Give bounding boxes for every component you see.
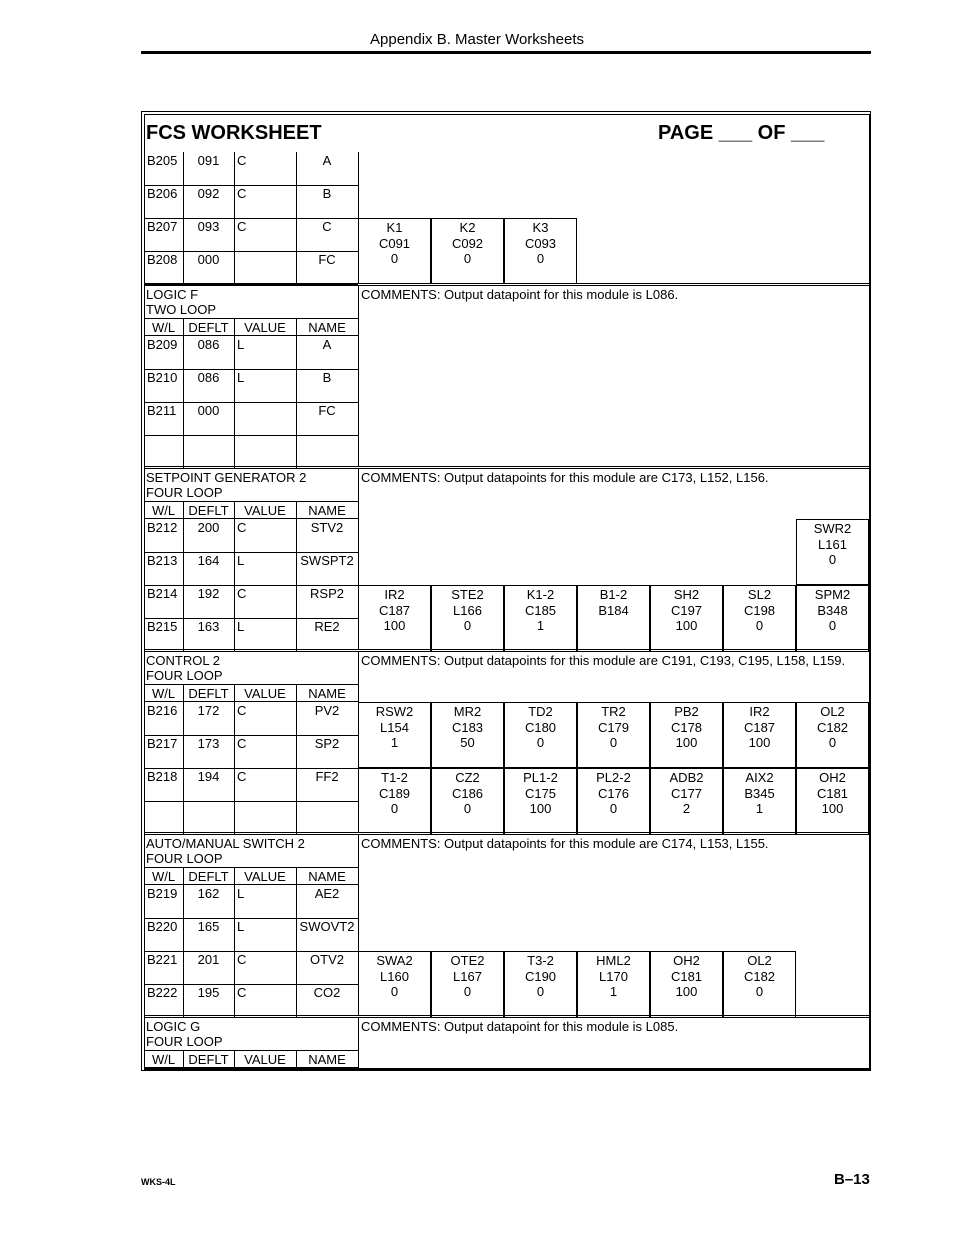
parameter-box-line: B348 <box>817 602 848 618</box>
section-title: LOGIC F <box>146 287 199 302</box>
grid-line-v <box>234 702 235 735</box>
parameter-box-line: B184 <box>598 602 629 618</box>
parameter-box-line: L154 <box>380 719 409 735</box>
grid-line-h <box>144 318 358 319</box>
parameter-box-line: OL2 <box>820 704 845 719</box>
footer-form-code: WKS-4L <box>141 1177 176 1187</box>
parameter-box-line: 100 <box>675 735 698 750</box>
grid-line-h <box>144 801 358 802</box>
grid-line-v <box>296 319 297 335</box>
row-deflt: 163 <box>197 619 220 634</box>
grid-line-v <box>358 1017 359 1068</box>
parameter-box-line: C091 <box>378 235 411 251</box>
section-title: AUTO/MANUAL SWITCH 2 <box>146 836 305 851</box>
parameter-box-line: SWA2 <box>376 953 413 968</box>
parameter-box-line: TR2 <box>601 704 626 719</box>
grid-line-v <box>234 984 235 1017</box>
row-value: C <box>237 703 247 718</box>
row-name: SWSPT2 <box>300 553 354 568</box>
parameter-box-line: K2 <box>459 220 476 235</box>
row-value: L <box>237 919 245 934</box>
row-value: C <box>237 586 247 601</box>
parameter-box-line: 100 <box>383 618 406 633</box>
row-deflt: 086 <box>197 337 220 352</box>
row-value: L <box>237 337 245 352</box>
parameter-box-line: C182 <box>743 968 776 984</box>
page-of-label: PAGE ___ OF ___ <box>658 122 825 144</box>
grid-line-h <box>144 285 869 286</box>
parameter-box-line: 0 <box>536 984 545 999</box>
row-name: FF2 <box>315 769 339 784</box>
parameter-box-line: 0 <box>755 618 764 633</box>
parameter-box-line: PB2 <box>674 704 699 719</box>
row-deflt: 000 <box>197 403 220 418</box>
parameter-box-line: C177 <box>670 785 703 801</box>
grid-line-h <box>144 832 869 833</box>
parameter-box-line: PL1-2 <box>523 770 558 785</box>
parameter-box-line: C183 <box>451 719 484 735</box>
parameter-box-line: MR2 <box>453 704 482 719</box>
row-deflt: 093 <box>197 219 220 234</box>
section-title: FOUR LOOP <box>146 851 223 866</box>
parameter-box-line: SL2 <box>747 587 772 602</box>
grid-line-v <box>358 285 359 467</box>
comments-text: COMMENTS: Output datapoint for this module is L085. <box>361 1019 679 1034</box>
parameter-box-line: 0 <box>609 735 618 750</box>
column-header-deflt: DEFLT <box>188 1052 229 1067</box>
comments-text: COMMENTS: Output datapoints for this module are C173, L152, L156. <box>361 470 769 485</box>
parameter-box-line: IR2 <box>384 587 405 602</box>
parameter-box-line: C197 <box>670 602 703 618</box>
grid-line-h <box>144 435 358 436</box>
row-wl: B217 <box>147 736 178 751</box>
grid-line-v <box>234 1051 235 1067</box>
parameter-box-line: 1 <box>609 984 618 999</box>
parameter-box-line: 0 <box>463 984 472 999</box>
column-header-deflt: DEFLT <box>188 320 229 335</box>
column-header-name: NAME <box>308 686 346 701</box>
parameter-box-line: 0 <box>463 801 472 816</box>
parameter-box-line: L167 <box>453 968 482 984</box>
parameter-box-line: 0 <box>609 801 618 816</box>
grid-line-h <box>144 649 869 650</box>
grid-line-v <box>296 801 297 834</box>
row-deflt: 000 <box>197 252 220 267</box>
grid-line-v <box>234 336 235 369</box>
parameter-box-line: 1 <box>390 735 399 750</box>
row-wl: B208 <box>147 252 178 267</box>
grid-line-h <box>144 335 358 336</box>
row-wl: B211 <box>147 403 177 418</box>
row-name: OTV2 <box>310 952 344 967</box>
row-deflt: 091 <box>197 153 220 168</box>
parameter-box-line: C176 <box>597 785 630 801</box>
parameter-box-line: 0 <box>828 552 837 567</box>
column-header-wl: W/L <box>151 686 176 701</box>
grid-line-v <box>234 735 235 768</box>
row-name: AE2 <box>314 886 340 901</box>
parameter-box-line: T1-2 <box>381 770 408 785</box>
row-value: L <box>237 370 245 385</box>
row-wl: B212 <box>147 520 178 535</box>
row-wl: B206 <box>147 186 178 201</box>
parameter-box-line: L166 <box>453 602 482 618</box>
section-title: SETPOINT GENERATOR 2 <box>146 470 307 485</box>
parameter-box-line: C175 <box>524 785 557 801</box>
row-value: C <box>237 520 247 535</box>
grid-line-h <box>144 651 869 652</box>
row-wl: B210 <box>147 370 178 385</box>
parameter-box-line: STE2 <box>451 587 484 602</box>
parameter-box-line: 100 <box>675 618 698 633</box>
parameter-box-line: 100 <box>748 735 771 750</box>
parameter-box-line: 0 <box>828 735 837 750</box>
grid-line-h <box>144 867 358 868</box>
row-deflt: 165 <box>197 919 220 934</box>
row-wl: B220 <box>147 919 178 934</box>
column-header-deflt: DEFLT <box>188 503 229 518</box>
worksheet-title: FCS WORKSHEET <box>146 122 322 144</box>
grid-line-h <box>144 1017 869 1018</box>
parameter-box-line: 2 <box>682 801 691 816</box>
grid-line-h <box>144 1068 869 1069</box>
parameter-box-line: C178 <box>670 719 703 735</box>
row-wl: B219 <box>147 886 178 901</box>
row-name: PV2 <box>314 703 340 718</box>
row-name: SP2 <box>314 736 340 751</box>
grid-line-h <box>144 834 869 835</box>
column-header-wl: W/L <box>151 1052 176 1067</box>
row-wl: B205 <box>147 153 178 168</box>
row-value: C <box>237 219 247 234</box>
column-header-value: VALUE <box>244 869 286 884</box>
row-name: FC <box>318 252 336 267</box>
grid-line-v <box>296 685 297 701</box>
comments-text: COMMENTS: Output datapoints for this module are C174, L153, L155. <box>361 836 769 851</box>
grid-line-v <box>234 519 235 552</box>
column-header-value: VALUE <box>244 503 286 518</box>
comments-text: COMMENTS: Output datapoints for this module are C191, C193, C195, L158, L159. <box>361 653 846 668</box>
grid-line-v <box>234 369 235 402</box>
row-name: B <box>322 186 332 201</box>
row-name: RSP2 <box>310 586 344 601</box>
parameter-box-line: OH2 <box>673 953 700 968</box>
row-value: L <box>237 619 245 634</box>
parameter-box-line: 0 <box>463 618 472 633</box>
parameter-box-line: OL2 <box>747 953 772 968</box>
grid-line-h <box>144 684 358 685</box>
parameter-box-line: C180 <box>524 719 557 735</box>
parameter-box-line: C189 <box>378 785 411 801</box>
row-wl: B218 <box>147 769 178 784</box>
parameter-box-line: CZ2 <box>455 770 480 785</box>
row-deflt: 194 <box>197 769 220 784</box>
parameter-box-line: PL2-2 <box>596 770 631 785</box>
parameter-box-line: 0 <box>755 984 764 999</box>
row-name: RE2 <box>314 619 340 634</box>
grid-line-h <box>144 1050 358 1051</box>
column-header-name: NAME <box>308 869 346 884</box>
parameter-box-line: L170 <box>599 968 628 984</box>
grid-line-v <box>234 618 235 651</box>
parameter-box-line: SWR2 <box>813 521 852 536</box>
grid-line-v <box>183 435 184 468</box>
parameter-box-line: C187 <box>743 719 776 735</box>
grid-line-v <box>234 951 235 984</box>
row-deflt: 086 <box>197 370 220 385</box>
row-deflt: 092 <box>197 186 220 201</box>
parameter-box-line: IR2 <box>749 704 770 719</box>
row-wl: B207 <box>147 219 178 234</box>
parameter-box-line: 0 <box>390 801 399 816</box>
parameter-box-line: C181 <box>670 968 703 984</box>
column-header-wl: W/L <box>151 869 176 884</box>
grid-line-v <box>296 502 297 518</box>
parameter-box-line: AIX2 <box>745 770 774 785</box>
parameter-box-line: C187 <box>378 602 411 618</box>
grid-line-v <box>234 768 235 801</box>
column-header-deflt: DEFLT <box>188 869 229 884</box>
grid-line-v <box>234 552 235 585</box>
parameter-box-line: OH2 <box>819 770 846 785</box>
parameter-box-line: 0 <box>390 251 399 266</box>
column-header-value: VALUE <box>244 686 286 701</box>
grid-line-v <box>234 502 235 518</box>
row-wl: B213 <box>147 553 178 568</box>
grid-line-v <box>183 868 184 884</box>
row-name: STV2 <box>310 520 344 535</box>
parameter-box-line: L160 <box>380 968 409 984</box>
row-value: C <box>237 769 247 784</box>
row-deflt: 200 <box>197 520 220 535</box>
column-header-value: VALUE <box>244 320 286 335</box>
grid-line-v <box>234 801 235 834</box>
grid-line-v <box>183 502 184 518</box>
parameter-box-line: RSW2 <box>375 704 414 719</box>
parameter-box-line: 0 <box>536 735 545 750</box>
parameter-box-line: C092 <box>451 235 484 251</box>
parameter-box-line: SH2 <box>673 587 700 602</box>
parameter-box-line: B345 <box>744 785 775 801</box>
grid-line-v <box>234 868 235 884</box>
grid-line-v <box>234 918 235 951</box>
column-header-deflt: DEFLT <box>188 686 229 701</box>
parameter-box-line: C179 <box>597 719 630 735</box>
parameter-box-line: ADB2 <box>669 770 704 785</box>
grid-line-h <box>144 884 358 885</box>
parameter-box-line: C185 <box>524 602 557 618</box>
parameter-box-line: 0 <box>828 618 837 633</box>
section-title: FOUR LOOP <box>146 668 223 683</box>
parameter-box-line: 100 <box>675 984 698 999</box>
grid-line-v <box>183 685 184 701</box>
row-name: A <box>322 337 332 352</box>
parameter-box-line: 1 <box>536 618 545 633</box>
parameter-box-line: 1 <box>755 801 764 816</box>
row-wl: B222 <box>147 985 178 1000</box>
row-value: L <box>237 553 245 568</box>
grid-line-h <box>144 283 869 284</box>
parameter-box-line: 0 <box>463 251 472 266</box>
grid-line-h <box>144 701 358 702</box>
column-header-name: NAME <box>308 503 346 518</box>
grid-line-v <box>183 319 184 335</box>
column-header-wl: W/L <box>151 320 176 335</box>
parameter-box-line: 0 <box>390 984 399 999</box>
row-name: A <box>322 153 332 168</box>
section-title: LOGIC G <box>146 1019 201 1034</box>
row-name: FC <box>318 403 336 418</box>
row-wl: B221 <box>147 952 178 967</box>
grid-line-v <box>234 319 235 335</box>
parameter-box-line: K1-2 <box>526 587 555 602</box>
parameter-box-line: 100 <box>529 801 552 816</box>
grid-line-h <box>144 1015 869 1016</box>
grid-line-v <box>183 1051 184 1067</box>
row-wl: B215 <box>147 619 178 634</box>
parameter-box-line: T3-2 <box>527 953 554 968</box>
parameter-box-line: 0 <box>536 251 545 266</box>
parameter-box-line: L161 <box>818 536 847 552</box>
row-name: B <box>322 370 332 385</box>
section-title: FOUR LOOP <box>146 485 223 500</box>
grid-line-v <box>234 185 235 218</box>
grid-line-v <box>296 435 297 468</box>
section-title: FOUR LOOP <box>146 1034 223 1049</box>
row-wl: B209 <box>147 337 178 352</box>
row-deflt: 164 <box>197 553 220 568</box>
grid-line-v <box>234 585 235 618</box>
column-header-name: NAME <box>308 1052 346 1067</box>
row-name: SWOVT2 <box>299 919 355 934</box>
grid-line-v <box>234 152 235 185</box>
row-deflt: 195 <box>197 985 220 1000</box>
parameter-box-line: C093 <box>524 235 557 251</box>
row-value: C <box>237 985 247 1000</box>
grid-line-v <box>234 402 235 435</box>
parameter-box-line: C198 <box>743 602 776 618</box>
parameter-box-line: C181 <box>816 785 849 801</box>
column-header-wl: W/L <box>151 503 176 518</box>
parameter-box-line: C182 <box>816 719 849 735</box>
row-name: CO2 <box>313 985 341 1000</box>
row-deflt: 201 <box>197 952 220 967</box>
parameter-box-line: SPM2 <box>814 587 851 602</box>
row-deflt: 162 <box>197 886 220 901</box>
page-header: Appendix B. Master Worksheets <box>370 31 584 48</box>
parameter-box-line: C186 <box>451 785 484 801</box>
parameter-box-line: B1-2 <box>599 587 628 602</box>
grid-line-h <box>144 468 869 469</box>
footer-page-number: B–13 <box>834 1171 870 1188</box>
parameter-box-line: K3 <box>532 220 549 235</box>
grid-line-v <box>234 885 235 918</box>
grid-line-v <box>296 1051 297 1067</box>
parameter-box-line: HML2 <box>596 953 631 968</box>
column-header-value: VALUE <box>244 1052 286 1067</box>
grid-line-v <box>234 251 235 284</box>
parameter-box-line: C190 <box>524 968 557 984</box>
header-rule <box>141 51 871 54</box>
column-header-name: NAME <box>308 320 346 335</box>
parameter-box-line: OTE2 <box>450 953 485 968</box>
grid-line-v <box>234 218 235 251</box>
row-wl: B216 <box>147 703 178 718</box>
row-value: C <box>237 952 247 967</box>
grid-line-v <box>296 868 297 884</box>
grid-line-h <box>144 518 358 519</box>
parameter-box-line: TD2 <box>528 704 553 719</box>
row-deflt: 173 <box>197 736 220 751</box>
parameter-box-line: K1 <box>386 220 403 235</box>
grid-line-h <box>144 466 869 467</box>
row-deflt: 192 <box>197 586 220 601</box>
section-title: CONTROL 2 <box>146 653 220 668</box>
section-title: TWO LOOP <box>146 302 217 317</box>
grid-line-h <box>144 501 358 502</box>
parameter-box-line: 100 <box>821 801 844 816</box>
grid-line-v <box>234 685 235 701</box>
row-value: C <box>237 186 247 201</box>
parameter-box-line: 50 <box>460 735 475 750</box>
row-value: C <box>237 736 247 751</box>
grid-line-v <box>183 801 184 834</box>
row-value: C <box>237 153 247 168</box>
grid-line-v <box>234 435 235 468</box>
row-value: L <box>237 886 245 901</box>
row-deflt: 172 <box>197 703 220 718</box>
row-wl: B214 <box>147 586 178 601</box>
comments-text: COMMENTS: Output datapoint for this module is L086. <box>361 287 679 302</box>
row-name: C <box>322 219 332 234</box>
